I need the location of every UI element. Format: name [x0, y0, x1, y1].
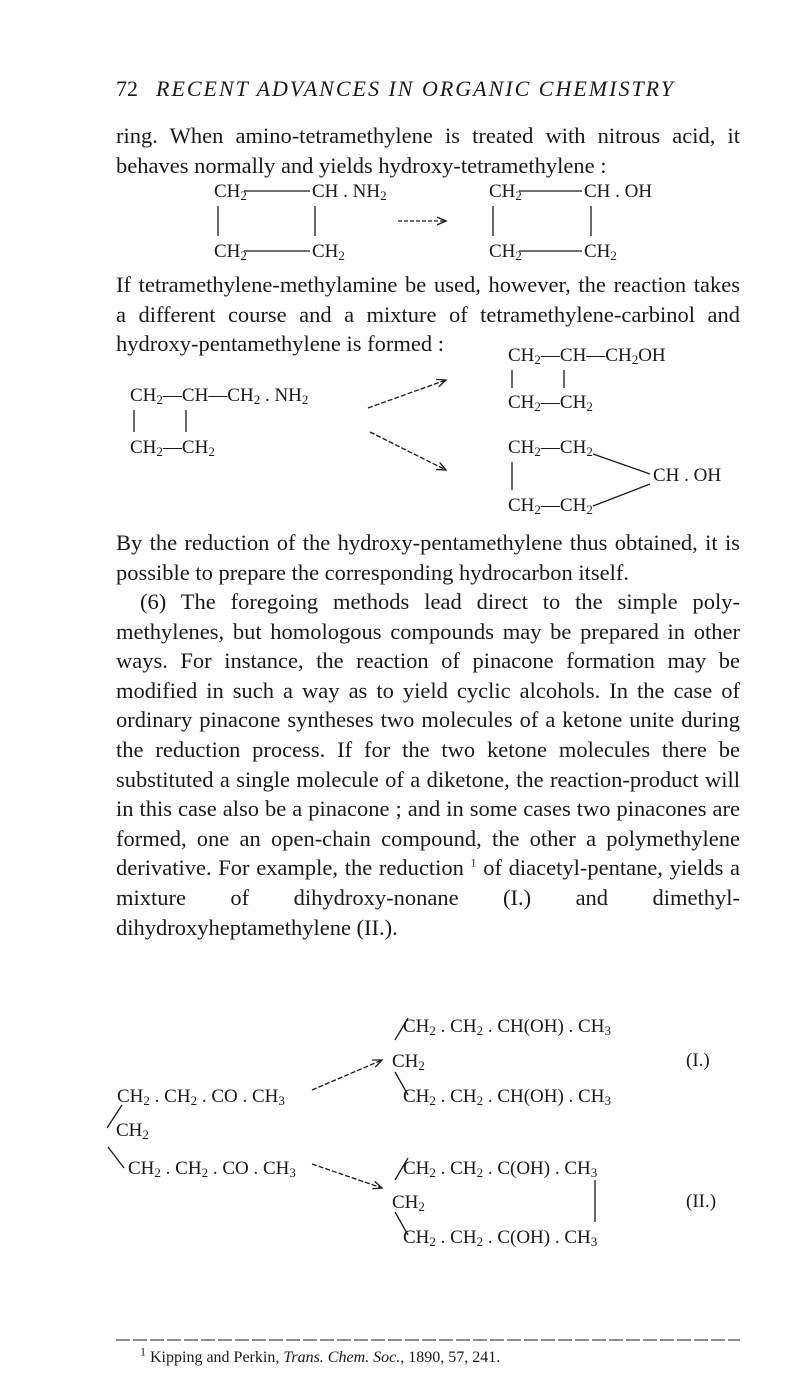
paragraph-4-text: (6) The foregoing methods lead direct to the simple poly-methylenes, but homologous compounds may be prepared in other ways. For instance, the reaction of pinacone formation may be modified in such a way as to yield cyclic alcohols. In the case of ordinary pinacone syntheses two molecules of a ketone unite during the reduction process. If for the two ketone molecules there be substituted a single molecule of a diketone, the reaction-product will in this case also be a pinacone ; and in some cases two pinacones are formed, one an open-chain compound, the other a polymethylene derivative. For example, the reduction [116, 589, 740, 881]
paragraph-1: ring. When amino-tetramethylene is treated with nitrous acid, it behaves normally and yields hydroxy-tetramethylene : [116, 123, 740, 178]
label-compound-II: (II.) [686, 1191, 717, 1212]
footnote-ref: 1 [470, 855, 477, 870]
page-number: 72 [116, 76, 138, 101]
paragraph-4-text-end: of diacetyl-pentane, yields a mixture of dihydroxy-nonane (I.) and dimethyl-dihydroxyheptamethylene (II.). [116, 855, 740, 940]
paragraph-2: If tetramethylene-methylamine be used, however, the reaction takes a different course and a mixture of tetramethylene-carbinol and hydroxy-pentamethylene is formed : [116, 272, 740, 357]
label-compound-I: (I.) [686, 1050, 710, 1071]
footnote [140, 1344, 501, 1367]
paragraph-3: By the reduction of the hydroxy-pentamethylene thus obtained, it is possible to prepare the corresponding hydrocarbon itself. [116, 530, 740, 585]
footnote-mark: 1 [140, 1344, 146, 1359]
running-title: RECENT ADVANCES IN ORGANIC CHEMISTRY [156, 76, 675, 101]
footnote-authors: Kipping and Perkin, [150, 1349, 284, 1366]
footnote-journal: Trans. Chem. Soc. [283, 1349, 401, 1366]
footnote-details: , 1890, 57, 241. [400, 1349, 501, 1366]
